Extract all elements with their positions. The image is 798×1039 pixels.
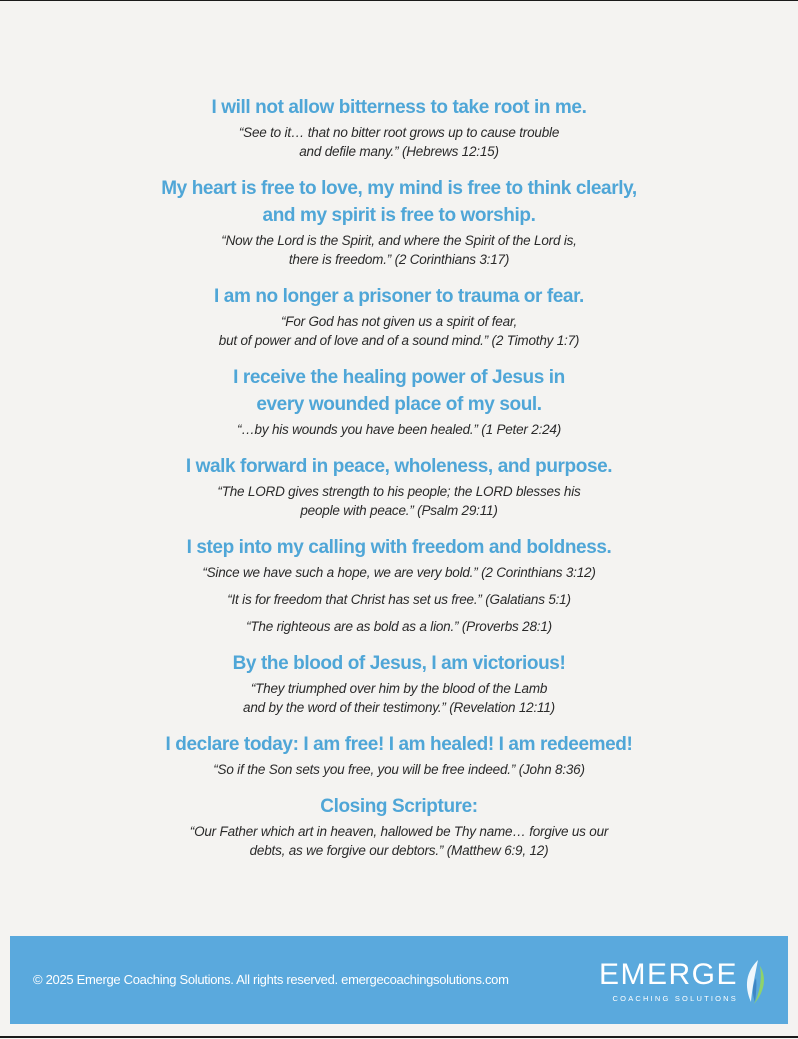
affirmation-heading (0, 175, 798, 229)
quote-line: “Our Father which art in heaven, hallowed be Thy name… forgive us our (189, 824, 609, 839)
heading-line: I declare today: I am free! I am healed! I am redeemed! (165, 734, 633, 755)
quote-line: there is freedom.” (2 Corinthians 3:17) (288, 252, 510, 267)
affirmation-heading (0, 731, 798, 758)
heading-line: Closing Scripture: (320, 796, 478, 817)
logo-tagline: COACHING SOLUTIONS (612, 994, 738, 1003)
logo-wordmark: EMERGE (598, 958, 738, 991)
quote-line: and defile many.” (Hebrews 12:15) (299, 144, 499, 159)
heading-line: By the blood of Jesus, I am victorious! (232, 653, 566, 674)
affirmation-section (0, 534, 798, 636)
scripture-quote (0, 312, 798, 350)
emerge-logo (598, 958, 770, 1008)
affirmations-list (0, 94, 798, 874)
scripture-quote (0, 420, 798, 439)
scripture-quote (0, 760, 798, 779)
quote-line: “For God has not given us a spirit of fear, (280, 314, 518, 329)
heading-line: I receive the healing power of Jesus in (233, 367, 565, 388)
leaf-flame-icon (742, 958, 770, 1006)
heading-line: I will not allow bitterness to take root in me. (211, 97, 587, 118)
scripture-quote (0, 617, 798, 636)
affirmation-section (0, 283, 798, 350)
heading-line: and my spirit is free to worship. (262, 205, 536, 226)
page (0, 1, 798, 1039)
quote-line: “The LORD gives strength to his people; the LORD blesses his (217, 484, 581, 499)
footer-bar (10, 936, 788, 1024)
affirmation-heading (0, 453, 798, 480)
scripture-quote (0, 822, 798, 860)
quote-line: “Since we have such a hope, we are very bold.” (2 Corinthians 3:12) (202, 565, 596, 580)
quote-line: “The righteous are as bold as a lion.” (Proverbs 28:1) (246, 619, 552, 634)
scripture-quote (0, 482, 798, 520)
quote-line: “See to it… that no bitter root grows up to cause trouble (238, 125, 560, 140)
quote-line: people with peace.” (Psalm 29:11) (300, 503, 498, 518)
affirmation-section (0, 94, 798, 161)
affirmation-section (0, 453, 798, 520)
quote-line: “They triumphed over him by the blood of the Lamb (250, 681, 548, 696)
quote-line: but of power and of love and of a sound mind.” (2 Timothy 1:7) (218, 333, 580, 348)
quote-line: and by the word of their testimony.” (Revelation 12:11) (243, 700, 555, 715)
scripture-quote (0, 563, 798, 582)
affirmation-heading (0, 793, 798, 820)
affirmation-section (0, 650, 798, 717)
scripture-quote (0, 679, 798, 717)
quote-line: debts, as we forgive our debtors.” (Matthew 6:9, 12) (249, 843, 549, 858)
quote-line: “Now the Lord is the Spirit, and where the Spirit of the Lord is, (221, 233, 577, 248)
heading-line: My heart is free to love, my mind is free to think clearly, (161, 178, 637, 199)
affirmation-section (0, 793, 798, 860)
affirmation-section (0, 175, 798, 269)
heading-line: I step into my calling with freedom and boldness. (186, 537, 612, 558)
affirmation-heading (0, 94, 798, 121)
scripture-quote (0, 231, 798, 269)
quote-line: “So if the Son sets you free, you will be free indeed.” (John 8:36) (213, 762, 585, 777)
affirmation-heading (0, 534, 798, 561)
affirmation-heading (0, 364, 798, 418)
affirmation-section (0, 731, 798, 779)
affirmation-heading (0, 283, 798, 310)
scripture-quote (0, 123, 798, 161)
affirmation-heading (0, 650, 798, 677)
quote-line: “…by his wounds you have been healed.” (1 Peter 2:24) (236, 422, 562, 437)
heading-line: I walk forward in peace, wholeness, and purpose. (185, 456, 613, 477)
scripture-quote (0, 590, 798, 609)
heading-line: every wounded place of my soul. (256, 394, 542, 415)
copyright-text: © 2025 Emerge Coaching Solutions. All rights reserved. emergecoachingsolutions.com (33, 972, 509, 987)
affirmation-section (0, 364, 798, 439)
quote-line: “It is for freedom that Christ has set us free.” (Galatians 5:1) (227, 592, 571, 607)
heading-line: I am no longer a prisoner to trauma or fear. (214, 286, 584, 307)
